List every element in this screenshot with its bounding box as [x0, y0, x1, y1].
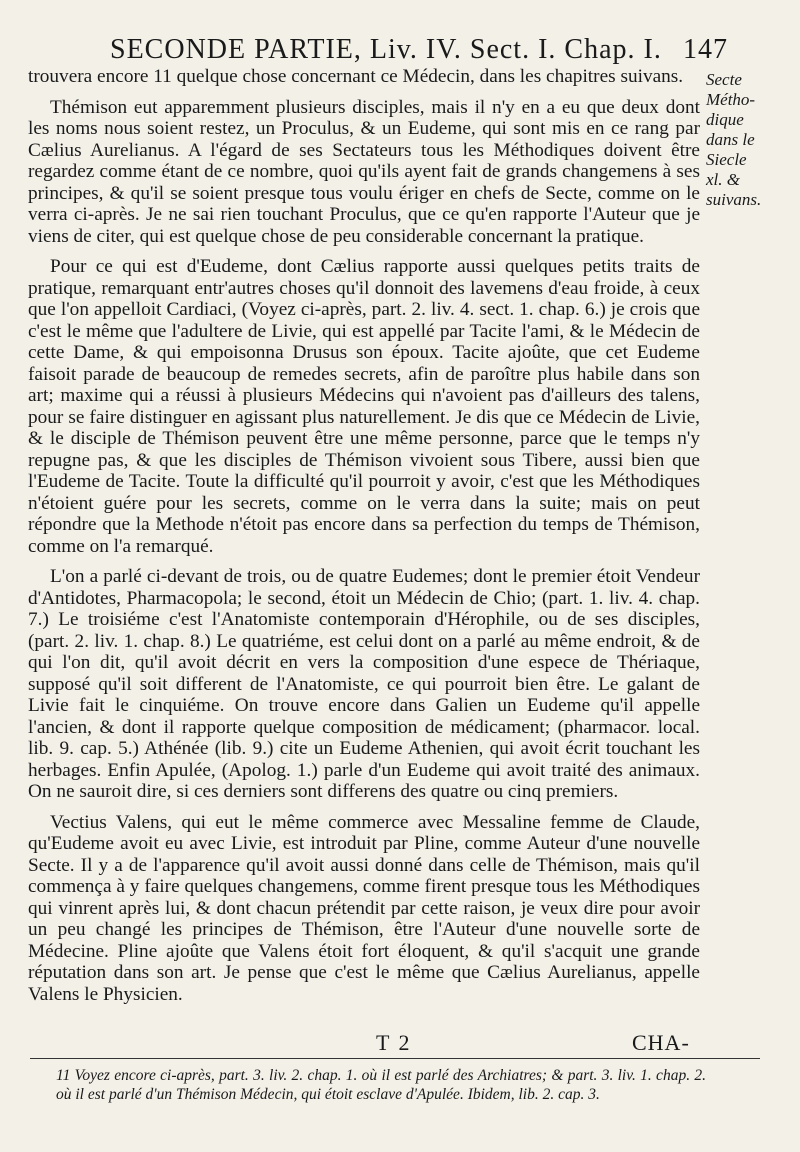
running-header — [110, 34, 728, 66]
margin-note-line: xl. & — [706, 170, 740, 189]
page-number: 147 — [683, 34, 728, 65]
margin-note-line: suivans. — [706, 190, 762, 209]
catchword: CHA- — [632, 1030, 690, 1055]
signature-mark: T 2 — [376, 1030, 412, 1055]
paragraph: L'on a parlé ci-devant de trois, ou de quatre Eudemes; dont le premier étoit Vendeur d'Antidotes, Pharmacopola; le second, étoit un Médecin de Chio; (part. 1. liv. 4. chap. 7.) Le troisiéme c'est l'Anatomiste contemporain d'Hérophile, ou de ses disciples, (part. 2. liv. 1. chap. 8.) Le quatriéme, est celui dont on a parlé au même endroit, & de qui l'on dit, qu'il avoit décrit en vers la composition d'une espece de Thériaque, supposé qu'il soit different de l'Anatomiste, ce qui pourroit bien être. Le galant de Livie fait le cinquiéme. On trouve encore dans Galien un Eudeme qu'il appelle l'ancien, & dont il rapporte quelque composition de médicament; (pharmacor. local. lib. 9. cap. 5.) Athénée (lib. 9.) cite un Eudeme Athenien, qui avoit écrit touchant les herbages. Enfin Apulée, (Apolog. 1.) parle d'un Eudeme qui avoit traité des animaux. On ne sauroit dire, si ces derniers sont differens des quatre ou cinq premiers. — [28, 566, 700, 802]
footnote-rule — [30, 1058, 760, 1059]
margin-note-line: dique — [706, 110, 744, 129]
margin-note-line: dans le — [706, 130, 755, 149]
paragraph: trouvera encore 11 quelque chose concernant ce Médecin, dans les chapitres suivans. — [28, 66, 684, 87]
paragraph: Vectius Valens, qui eut le même commerce avec Messaline femme de Claude, qu'Eudeme avoit eu avec Livie, est introduit par Pline, comme Auteur d'une nouvelle Secte. Il y a de l'apparence qu'il avoit aussi donné dans celle de Thémison, mais qu'il commença à y faire quelques changemens, comme firent presque tous les Méthodiques qui vinrent après lui, & dont chacun prétendit par cette raison, je veux dire pour avoir un peu changé les principes de Thémison, être l'Auteur d'une nouvelle sorte de Médecine. Pline ajoûte que Valens étoit fort éloquent, & qu'il s'acquit une grande réputation dans son art. Je pense que c'est le même que Cælius Aurelianus, appelle Valens le Physicien. — [28, 811, 700, 1005]
paragraph: Thémison eut apparemment plusieurs disciples, mais il n'y en a eu que deux dont les noms nous soient restez, un Proculus, & un Eudeme, qui sont mis en ce rang par Cælius Aurelianus. A l'égard de ses Sectateurs tous les Méthodiques doivent être regardez comme étant de ce nombre, quoi qu'ils ayent fait de grands changemens à ses principes, & qu'il se soient presque tous voulu ériger en chefs de Secte, comme on le verra ci-après. Je ne sai rien touchant Proculus, que ce qu'en rapporte l'Auteur que je viens de citer, qui est quelque chose de peu considerable concernant la pratique. — [28, 96, 700, 247]
main-text — [28, 66, 700, 1014]
margin-note-line: Métho- — [706, 90, 756, 109]
margin-note-line: Siecle — [706, 150, 747, 169]
running-title: SECONDE PARTIE, Liv. IV. Sect. I. Chap. I. — [110, 34, 662, 65]
margin-note-line: Secte — [706, 70, 742, 89]
margin-note — [706, 70, 796, 210]
footnote: 11 Voyez encore ci-après, part. 3. liv. 2. chap. 1. où il est parlé des Archiatres; & part. 3. liv. 1. chap. 2. où il est parlé d'un Thémison Médecin, qui étoit esclave d'Apulée. Ibidem, lib. 2. cap. 3. — [56, 1067, 706, 1103]
paragraph: Pour ce qui est d'Eudeme, dont Cælius rapporte aussi quelques petits traits de pratique, remarquant entr'autres choses qu'il donnoit des lavemens d'eau froide, à ceux que l'on appelloit Cardiaci, (Voyez ci-après, part. 2. liv. 4. sect. 1. chap. 6.) je crois que c'est le même que l'adultere de Livie, qui est appellé par Tacite l'ami, & le Médecin de cette Dame, & qui empoisonna Drusus son époux. Tacite ajoûte, que cet Eudeme faisoit parade de beaucoup de remedes secrets, afin de paroître plus habile dans son art; maxime qui a réussi à plusieurs Médecins qui n'avoient pas d'ailleurs des talens, pour se faire distinguer en agissant plus naturellement. Je dis que ce Médecin de Livie, & le disciple de Thémison peuvent être une même personne, parce que le temps n'y repugne pas, & que les disciples de Thémison vivoient sous Tibere, aussi bien que l'Eudeme de Tacite. Toute la difficulté qu'il pourroit y avoir, c'est que les Méthodiques n'étoient guére pour les secrets, comme on le verra dans la suite; mais on peut répondre que la Methode n'étoit pas encore dans sa perfection du temps de Thémison, comme on l'a remarqué. — [28, 256, 700, 557]
